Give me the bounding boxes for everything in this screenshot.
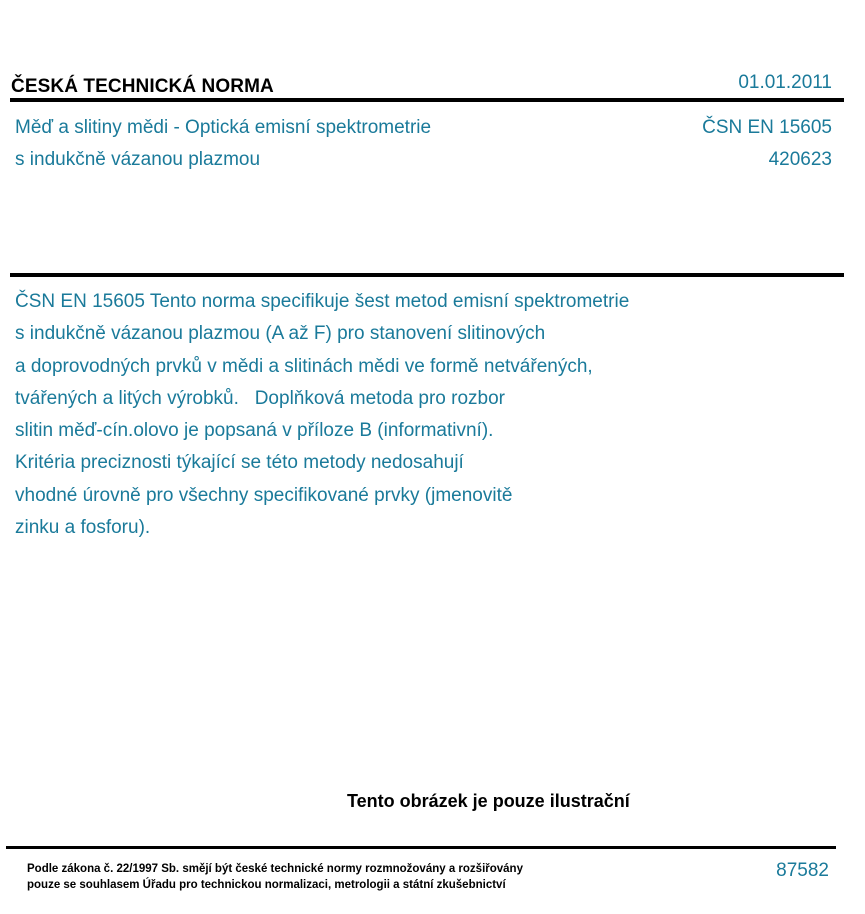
issue-date: 01.01.2011 xyxy=(738,72,832,93)
abstract-line: ČSN EN 15605 Tento norma specifikuje šest metod emisní spektrometrie xyxy=(15,291,630,312)
document-number: 87582 xyxy=(776,860,829,881)
legal-notice xyxy=(27,862,523,893)
abstract-line: s indukčně vázanou plazmou (A až F) pro stanovení slitinových xyxy=(15,323,546,345)
norm-title: ČESKÁ TECHNICKÁ NORMA xyxy=(11,76,274,97)
abstract-line: vhodné úrovně pro všechny specifikované prvky (jmenovitě xyxy=(15,484,513,506)
illustrative-notice: Tento obrázek je pouze ilustrační xyxy=(347,791,630,811)
abstract-line: Kritéria preciznosti týkající se této metody nedosahují xyxy=(15,452,464,474)
standard-title-line-1: Měď a slitiny mědi - Optická emisní spektrometrie xyxy=(15,117,432,138)
abstract-line: a doprovodných prvků v mědi a slitinách mědi ve formě netvářených, xyxy=(15,355,593,377)
header-divider xyxy=(10,98,844,102)
abstract-line: zinku a fosforu). xyxy=(15,517,151,539)
legal-line-1: Podle zákona č. 22/1997 Sb. smějí být české technické normy rozmnožovány a rozšiřovány xyxy=(27,863,523,875)
abstract-text xyxy=(15,286,735,544)
standard-class-number: 420623 xyxy=(768,149,832,170)
legal-line-2: pouze se souhlasem Úřadu pro technickou normalizaci, metrologii a státní zkušebnictví xyxy=(27,878,506,891)
abstract-line: tvářených a litých výrobků. Doplňková metoda pro rozbor xyxy=(15,387,506,409)
section-divider xyxy=(10,273,844,277)
footer-divider xyxy=(6,846,836,849)
abstract-line: slitin měď-cín.olovo je popsaná v příloze B (informativní). xyxy=(15,420,494,442)
standard-designation: ČSN EN 15605 xyxy=(702,117,832,138)
standard-title-line-2: s indukčně vázanou plazmou xyxy=(15,149,261,170)
